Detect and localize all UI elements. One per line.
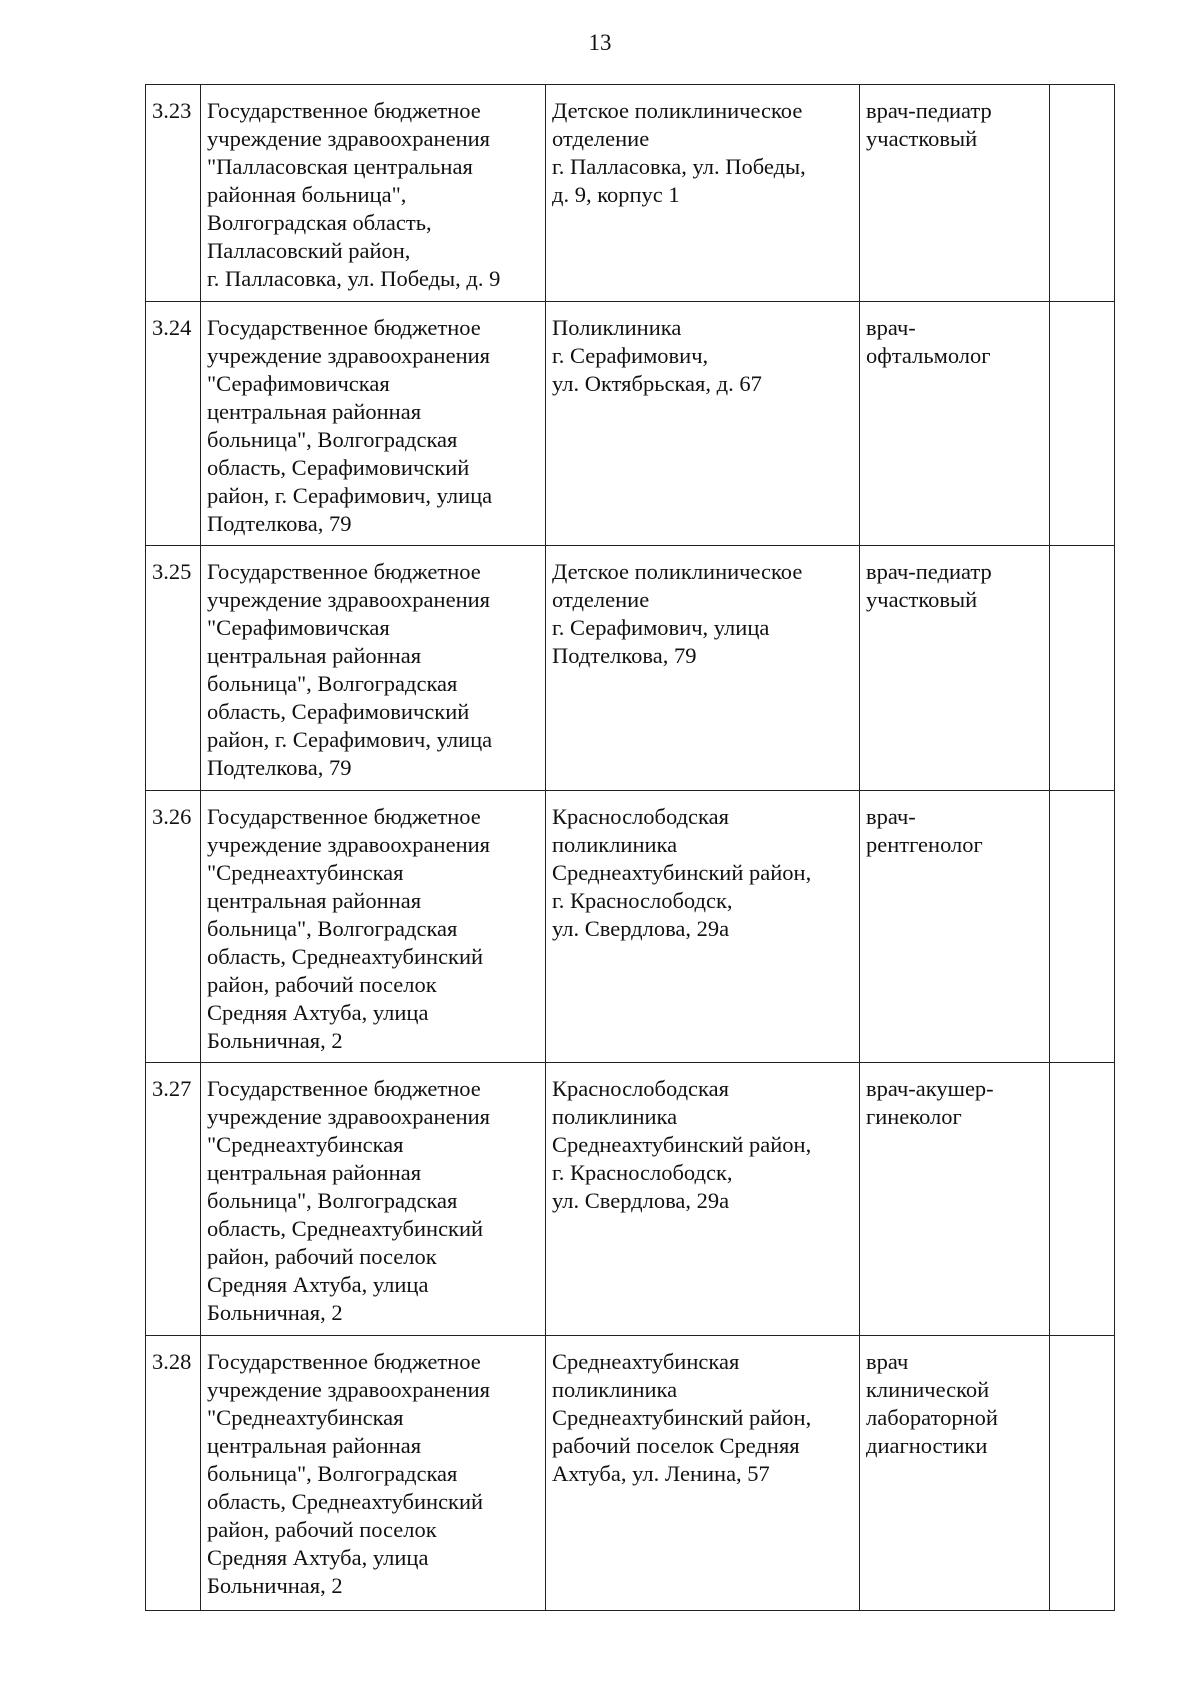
- unit-address-cell: Детское поликлиническое отделение г. Палласовка, ул. Победы, д. 9, корпус 1: [546, 85, 860, 302]
- row-number: 3.27: [146, 1063, 201, 1336]
- organization-cell: Государственное бюджетное учреждение здравоохранения "Серафимовичская центральная районная больница", Волгоградская область, Серафимовичский район, г. Серафимович, улица Подтелкова, 79: [201, 546, 546, 791]
- unit-address-cell: Детское поликлиническое отделение г. Серафимович, улица Подтелкова, 79: [546, 546, 860, 791]
- table-row: [146, 1063, 1115, 1336]
- unit-address-cell: Краснослободская поликлиника Среднеахтубинский район, г. Краснослободск, ул. Свердлова, 29а: [546, 791, 860, 1063]
- organization-cell: Государственное бюджетное учреждение здравоохранения "Палласовская центральная районная больница", Волгоградская область, Палласовский район, г. Палласовка, ул. Победы, д. 9: [201, 85, 546, 302]
- empty-cell: [1050, 546, 1115, 791]
- row-number: 3.23: [146, 85, 201, 302]
- table-row: [146, 791, 1115, 1063]
- organization-cell: Государственное бюджетное учреждение здравоохранения "Среднеахтубинская центральная районная больница", Волгоградская область, Среднеахтубинский район, рабочий поселок Средняя Ахтуба, улица Больничная, 2: [201, 1063, 546, 1336]
- organization-cell: Государственное бюджетное учреждение здравоохранения "Серафимовичская центральная районная больница", Волгоградская область, Серафимовичский район, г. Серафимович, улица Подтелкова, 79: [201, 302, 546, 546]
- unit-address-cell: Краснослободская поликлиника Среднеахтубинский район, г. Краснослободск, ул. Свердлова, 29а: [546, 1063, 860, 1336]
- table-row: [146, 302, 1115, 546]
- table-row: [146, 1336, 1115, 1611]
- specialty-cell: врач-педиатр участковый: [860, 546, 1050, 791]
- table-row: [146, 546, 1115, 791]
- row-number: 3.28: [146, 1336, 201, 1611]
- specialty-cell: врач- офтальмолог: [860, 302, 1050, 546]
- unit-address-cell: Поликлиника г. Серафимович, ул. Октябрьская, д. 67: [546, 302, 860, 546]
- empty-cell: [1050, 791, 1115, 1063]
- table-row: [146, 85, 1115, 302]
- specialty-cell: врач клинической лабораторной диагностики: [860, 1336, 1050, 1611]
- institutions-table: [145, 84, 1115, 1611]
- row-number: 3.24: [146, 302, 201, 546]
- empty-cell: [1050, 302, 1115, 546]
- specialty-cell: врач-акушер- гинеколог: [860, 1063, 1050, 1336]
- organization-cell: Государственное бюджетное учреждение здравоохранения "Среднеахтубинская центральная районная больница", Волгоградская область, Среднеахтубинский район, рабочий поселок Средняя Ахтуба, улица Больничная, 2: [201, 791, 546, 1063]
- unit-address-cell: Среднеахтубинская поликлиника Среднеахтубинский район, рабочий поселок Средняя Ахтуба, ул. Ленина, 57: [546, 1336, 860, 1611]
- row-number: 3.25: [146, 546, 201, 791]
- specialty-cell: врач- рентгенолог: [860, 791, 1050, 1063]
- specialty-cell: врач-педиатр участковый: [860, 85, 1050, 302]
- empty-cell: [1050, 1336, 1115, 1611]
- organization-cell: Государственное бюджетное учреждение здравоохранения "Среднеахтубинская центральная районная больница", Волгоградская область, Среднеахтубинский район, рабочий поселок Средняя Ахтуба, улица Больничная, 2: [201, 1336, 546, 1611]
- page-number: 13: [588, 30, 612, 55]
- row-number: 3.26: [146, 791, 201, 1063]
- empty-cell: [1050, 1063, 1115, 1336]
- empty-cell: [1050, 85, 1115, 302]
